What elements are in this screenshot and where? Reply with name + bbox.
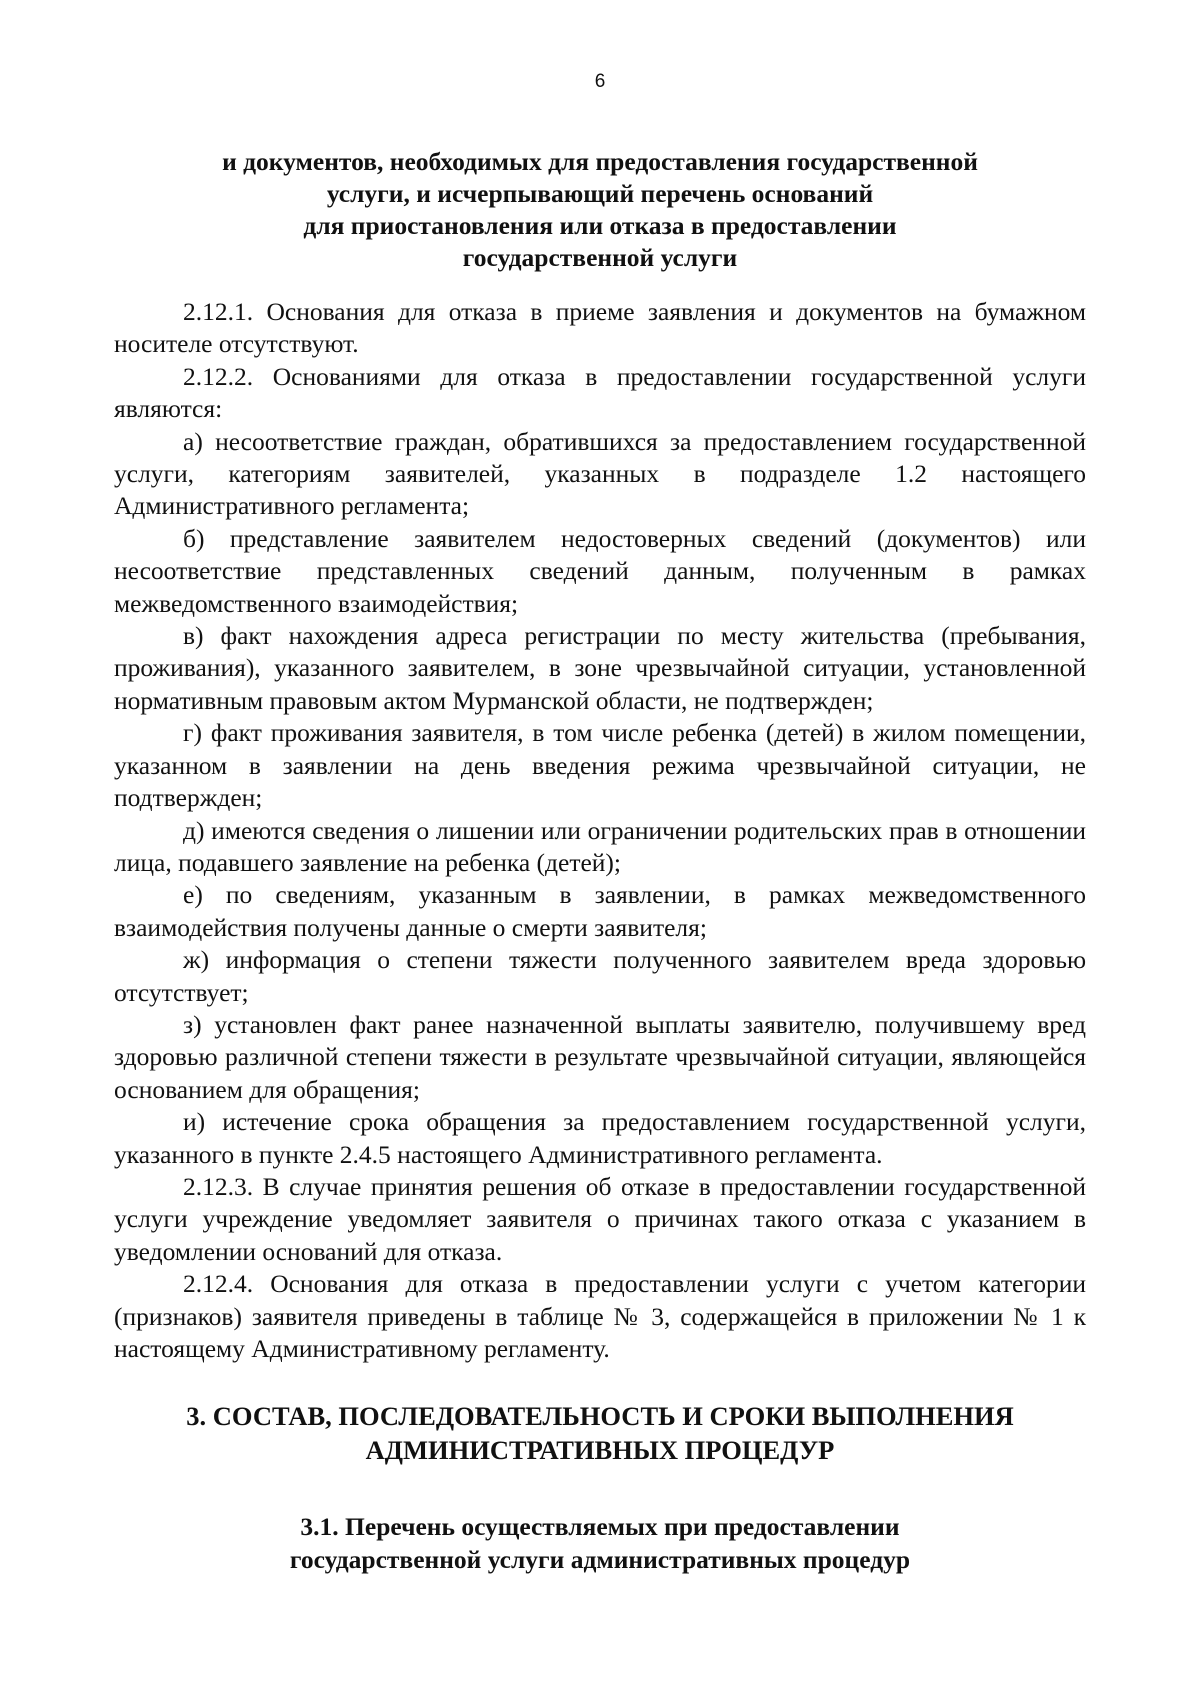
list-item-i: и) истечение срока обращения за предоставлением государственной услуги, указанного в пункте 2.4.5 настоящего Административного регламента. <box>114 1107 1086 1169</box>
section-3-title <box>114 1399 1086 1467</box>
list-item-g: г) факт проживания заявителя, в том числе ребенка (детей) в жилом помещении, указанном в заявлении на день введения режима чрезвычайной ситуации, не подтвержден; <box>114 718 1086 813</box>
section-3-title-line: АДМИНИСТРАТИВНЫХ ПРОЦЕДУР <box>365 1435 835 1466</box>
document-body <box>114 146 1086 1576</box>
list-item-d: д) имеются сведения о лишении или ограничении родительских прав в отношении лица, подавшего заявление на ребенка (детей); <box>114 815 1086 877</box>
paragraph-2-12-4: 2.12.4. Основания для отказа в предоставлении услуги с учетом категории (признаков) заявителя приведены в таблице № 3, содержащейся в приложении № 1 к настоящему Административному регламенту. <box>114 1269 1086 1363</box>
heading-line: для приостановления или отказа в предоставлении <box>303 211 897 240</box>
paragraph-2-12-1: 2.12.1. Основания для отказа в приеме заявления и документов на бумажном носителе отсутствуют. <box>114 297 1086 359</box>
paragraph-2-12-2: 2.12.2. Основаниями для отказа в предоставлении государственной услуги являются: <box>114 361 1086 424</box>
page-number: 6 <box>594 71 606 92</box>
heading-line: и документов, необходимых для предоставления государственной <box>222 147 978 176</box>
heading-line: услуги, и исчерпывающий перечень оснований <box>326 179 874 208</box>
subsection-3-1-title-line: 3.1. Перечень осуществляемых при предоставлении <box>300 1512 900 1542</box>
list-item-e: е) по сведениям, указанным в заявлении, в рамках межведомственного взаимодействия получены данные о смерти заявителя; <box>114 880 1086 942</box>
list-item-b: б) представление заявителем недостоверных сведений (документов) или несоответствие представленных сведений данным, полученным в рамках межведомственного взаимодействия; <box>114 523 1086 618</box>
subsection-3-1-title <box>114 1511 1086 1576</box>
section-heading <box>114 146 1086 274</box>
paragraph-2-12-3: 2.12.3. В случае принятия решения об отказе в предоставлении государственной услуги учреждение уведомляет заявителя о причинах такого отказа с указанием в уведомлении оснований для отказа. <box>114 1171 1086 1266</box>
list-item-zh: ж) информация о степени тяжести полученного заявителем вреда здоровью отсутствует; <box>114 945 1086 1007</box>
list-item-z: з) установлен факт ранее назначенной выплаты заявителю, получившему вред здоровью различной степени тяжести в результате чрезвычайной ситуации, являющейся основанием для обращения; <box>114 1009 1086 1104</box>
paragraphs-block <box>114 296 1086 1365</box>
heading-line: государственной услуги <box>462 243 738 272</box>
list-item-v: в) факт нахождения адреса регистрации по месту жительства (пребывания, проживания), указанного заявителем, в зоне чрезвычайной ситуации, установленной нормативным правовым актом Мурманской области, не подтвержден; <box>114 621 1086 715</box>
list-item-a: а) несоответствие граждан, обратившихся за предоставлением государственной услуги, категориям заявителей, указанных в подразделе 1.2 настоящего Административного регламента; <box>114 426 1086 521</box>
subsection-3-1-title-line: государственной услуги административных процедур <box>289 1544 911 1574</box>
section-3-title-line: 3. СОСТАВ, ПОСЛЕДОВАТЕЛЬНОСТЬ И СРОКИ ВЫПОЛНЕНИЯ <box>186 1401 1014 1432</box>
